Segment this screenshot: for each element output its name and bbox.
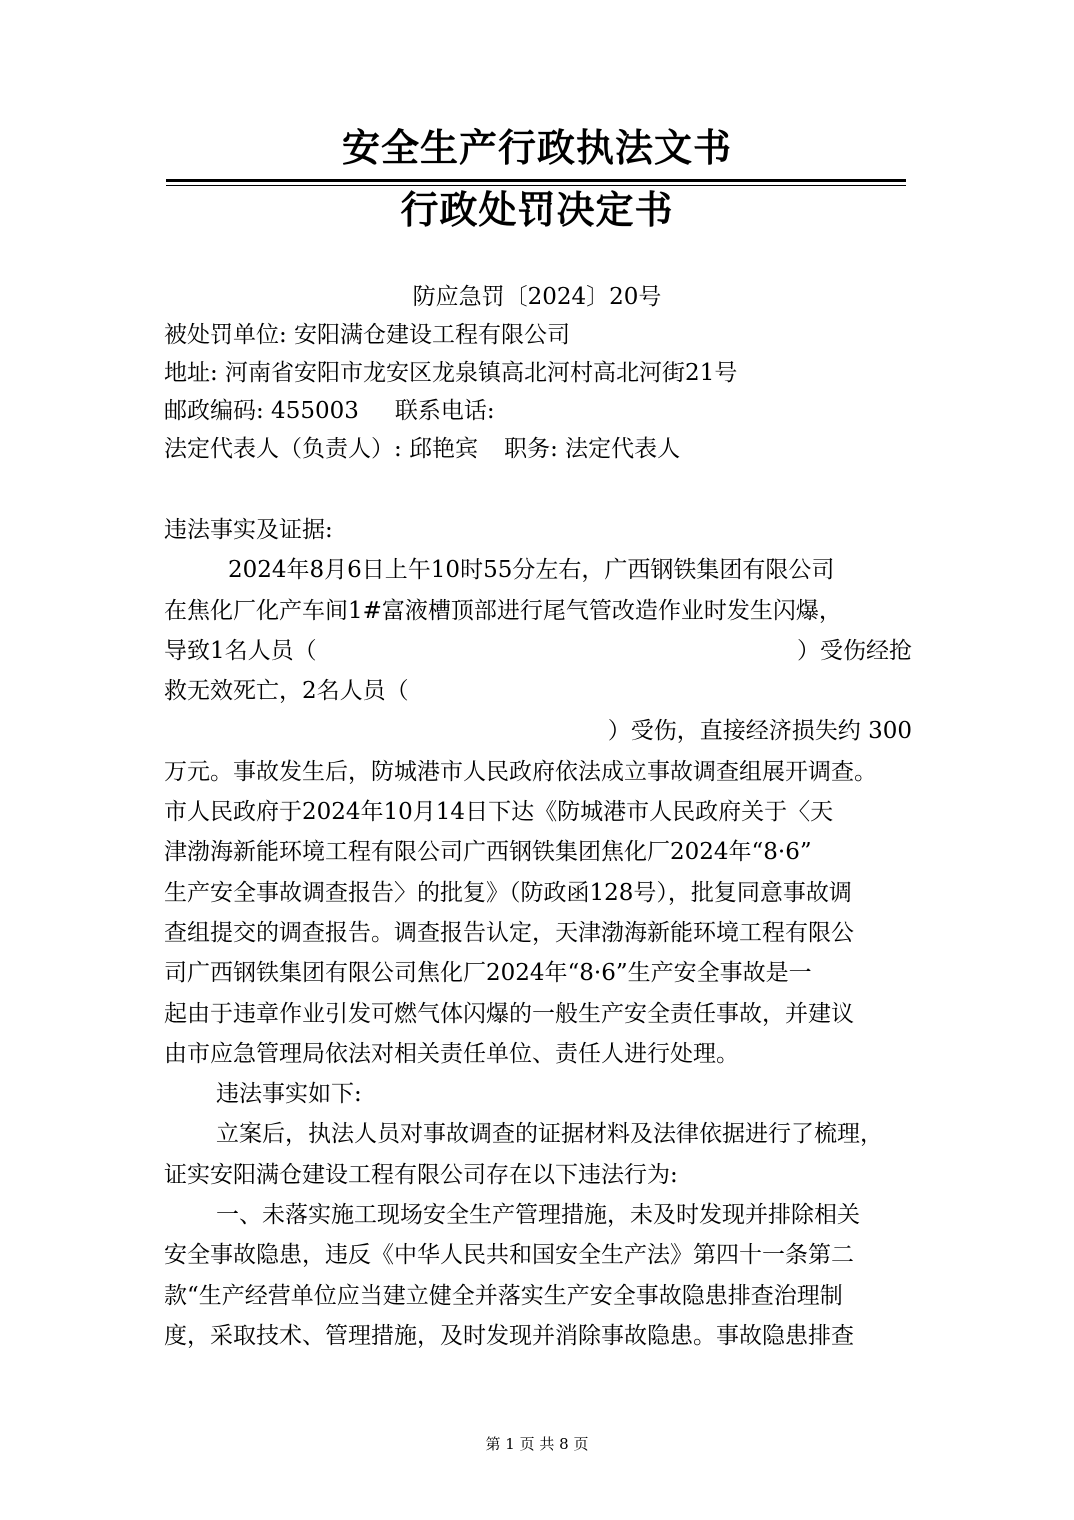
paragraph-line: 证实安阳满仓建设工程有限公司存在以下违法行为:	[164, 1161, 678, 1188]
postcode: 邮政编码: 455003	[164, 398, 359, 424]
representative-position: 职务: 法定代表人	[504, 436, 681, 462]
paragraph-line: 万元。事故发生后，防城港市人民政府依法成立事故调查组展开调查。	[164, 758, 877, 785]
paragraph-line: 款“生产经营单位应当建立健全并落实生产安全事故隐患排查治理制	[164, 1282, 843, 1309]
paragraph-line: 司广西钢铁集团有限公司焦化厂2024年“8·6”生产安全事故是一	[164, 960, 812, 987]
party-info	[164, 316, 924, 468]
paragraph-line: 一、未落实施工现场安全生产管理措施，未及时发现并排除相关	[216, 1202, 860, 1229]
paragraph-line: 起由于违章作业引发可燃气体闪爆的一般生产安全责任事故，并建议	[164, 1000, 854, 1027]
paragraph-line: 查组提交的调查报告。调查报告认定，天津渤海新能环境工程有限公	[164, 919, 854, 946]
document-number: 防应急罚〔2024〕20号	[412, 284, 662, 310]
paragraph-fragment: ）受伤经抢	[797, 637, 912, 664]
paragraph-fragment: 导致1名人员（	[164, 637, 317, 664]
phone: 联系电话:	[394, 398, 495, 424]
paragraph-line: 2024年8月6日上午10时55分左右，广西钢铁集团有限公司	[228, 557, 835, 584]
paragraph-line: 度，采取技术、管理措施，及时发现并消除事故隐患。事故隐患排查	[164, 1322, 854, 1349]
paragraph-line: 在焦化厂化产车间1#富液槽顶部进行尾气管改造作业时发生闪爆，	[164, 597, 842, 624]
paragraph-line: 安全事故隐患，违反《中华人民共和国安全生产法》第四十一条第二	[164, 1242, 854, 1269]
title-divider-thick	[166, 179, 906, 182]
paragraph-line	[164, 631, 912, 671]
paragraph-line: 由市应急管理局依法对相关责任单位、责任人进行处理。	[164, 1040, 739, 1067]
paragraph-line: 津渤海新能环境工程有限公司广西钢铁集团焦化厂2024年“8·6”	[164, 839, 812, 866]
representative-row	[164, 430, 924, 468]
document-title: 行政处罚决定书	[400, 187, 674, 232]
paragraph-line: ）受伤，直接经济损失约 300	[607, 718, 912, 745]
document-category-title: 安全生产行政执法文书	[341, 125, 732, 170]
paragraph-line: 立案后，执法人员对事故调查的证据材料及法律依据进行了梳理，	[216, 1121, 883, 1148]
contact-row	[164, 392, 924, 430]
paragraph-line: 违法事实如下:	[216, 1081, 362, 1108]
address: 地址: 河南省安阳市龙安区龙泉镇高北河村高北河街21号	[164, 360, 738, 386]
paragraph-line: 救无效死亡，2名人员（	[164, 678, 409, 705]
penalized-unit: 被处罚单位: 安阳满仓建设工程有限公司	[164, 322, 571, 348]
page-number: 第 1 页 共 8 页	[485, 1435, 589, 1453]
legal-representative: 法定代表人（负责人）: 邱艳宾	[164, 436, 479, 462]
section-heading: 违法事实及证据:	[164, 517, 333, 543]
paragraph-line: 市人民政府于2024年10月14日下达《防城港市人民政府关于〈天	[164, 799, 834, 826]
document-body	[164, 510, 912, 1356]
paragraph-line: 生产安全事故调查报告〉的批复》（防政函128号），批复同意事故调	[164, 879, 852, 906]
